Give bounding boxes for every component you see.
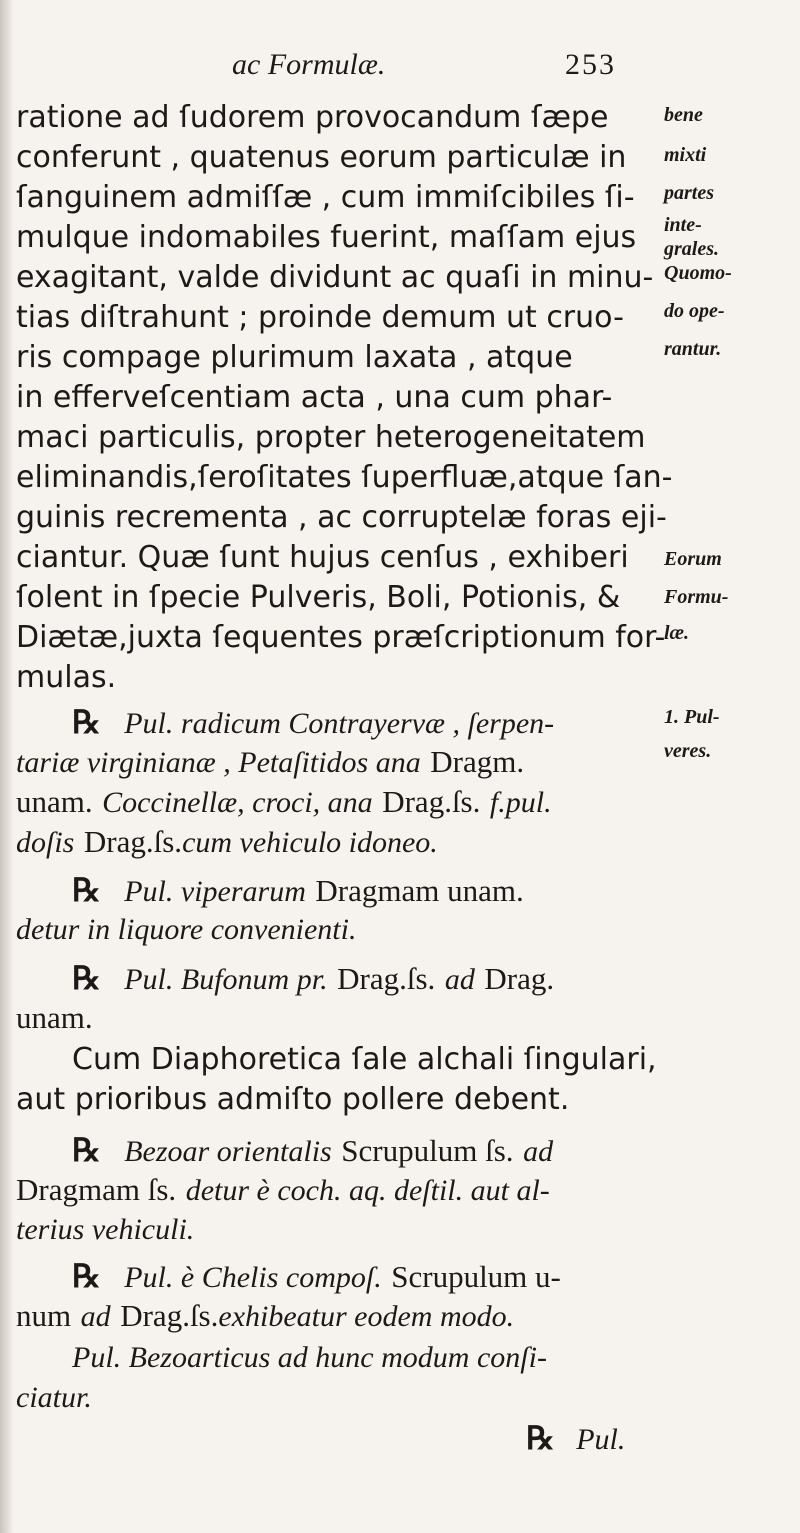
catchword <box>526 1418 625 1458</box>
body-line-10: eliminandis,ſeroſitates ſuperfluæ,atque ſan- <box>16 460 673 495</box>
recipe-text: Pul. Bezoarticus ad hunc modum conſi- <box>72 1341 547 1374</box>
recipe-4-line-1 <box>72 1130 553 1170</box>
recipe-symbol-icon: ℞ <box>72 704 101 740</box>
paragraph-line-1: Cum Diaphoretica ſale alchali ſingulari, <box>72 1042 657 1077</box>
margin-note-2-line: læ. <box>664 622 689 644</box>
recipe-text: terius vehiculi. <box>16 1213 195 1246</box>
body-line-1: ratione ad ſudorem provocandum ſæpe <box>16 100 609 135</box>
margin-note-2-line: Formu- <box>664 586 729 608</box>
margin-note-2 <box>664 548 728 644</box>
recipe-1-line-3 <box>16 782 552 822</box>
recipe-text: ad <box>80 1300 111 1333</box>
recipe-3-line-1 <box>72 958 554 998</box>
running-header <box>0 48 800 88</box>
margin-note-1-line: mixti <box>664 144 707 166</box>
recipe-text: ciatur. <box>16 1381 92 1414</box>
recipe-text: cum vehiculo idoneo. <box>182 826 438 859</box>
recipe-text: Pul. Bufonum pr. <box>124 963 328 996</box>
margin-note-1-line: do ope- <box>664 300 725 322</box>
recipe-text: tariæ virginianæ , Petaſitidos ana <box>16 746 421 779</box>
page-gutter-shadow <box>0 0 14 1533</box>
margin-note-1-line: rantur. <box>664 338 722 360</box>
recipe-6-line-1 <box>72 1338 547 1378</box>
body-line-8: in efferveſcentiam acta , una cum phar- <box>16 380 613 415</box>
paragraph-line-2: aut prioribus admiſto pollere debent. <box>16 1082 570 1117</box>
recipe-quantity: Drag.ſs. <box>382 784 481 819</box>
body-line-12: ciantur. Quæ ſunt hujus cenſus , exhiberi <box>16 540 629 575</box>
recipe-quantity: num <box>16 1298 72 1333</box>
recipe-text: ad <box>523 1135 554 1168</box>
recipe-text: detur è coch. aq. deſtil. aut al- <box>185 1174 550 1207</box>
margin-note-3-line: veres. <box>664 740 712 762</box>
recipe-2-line-2 <box>16 910 356 950</box>
recipe-quantity: Drag.ſs. <box>120 1298 219 1333</box>
margin-note-1-line: Quomo- <box>664 262 732 284</box>
recipe-text: detur in liquore convenienti. <box>16 913 357 946</box>
recipe-quantity: Drag.ſs. <box>337 961 436 996</box>
recipe-quantity: Dragmam unam. <box>315 873 524 908</box>
margin-note-1-line: grales. <box>664 238 719 260</box>
recipe-quantity: Scrupulum u- <box>391 1259 561 1294</box>
margin-note-3 <box>664 706 720 762</box>
recipe-text: exhibeatur eodem modo. <box>218 1300 515 1333</box>
recipe-text: Pul. viperarum <box>124 875 306 908</box>
body-line-2: conferunt , quatenus eorum particulæ in <box>16 140 627 175</box>
recipe-text: Pul. è Chelis compoſ. <box>124 1261 382 1294</box>
recipe-2-line-1 <box>72 870 524 910</box>
recipe-quantity: Dragmam ſs. <box>16 1172 177 1207</box>
running-title: ac Formulæ. <box>232 48 386 81</box>
margin-note-1-line: partes <box>664 182 714 204</box>
recipe-text: doſis <box>16 826 75 859</box>
recipe-quantity: Drag.ſs. <box>83 824 183 859</box>
page-number: 253 <box>565 48 616 81</box>
recipe-quantity: Drag. <box>484 961 555 996</box>
recipe-4-line-2 <box>16 1170 550 1210</box>
recipe-quantity: unam. <box>16 784 93 819</box>
recipe-1-line-1 <box>72 702 554 742</box>
body-line-3: ſanguinem admiſſæ , cum immiſcibiles ſi- <box>16 180 635 215</box>
recipe-1-line-2 <box>16 742 524 782</box>
recipe-5-line-1 <box>72 1256 561 1296</box>
body-line-15: mulas. <box>16 660 117 695</box>
recipe-symbol-icon: ℞ <box>72 1132 101 1168</box>
recipe-symbol-icon: ℞ <box>72 960 101 996</box>
recipe-text: ad <box>444 963 475 996</box>
body-line-5: exagitant, valde dividunt ac quaſi in minu- <box>16 260 654 295</box>
recipe-1-line-4 <box>16 822 438 862</box>
recipe-symbol-icon: ℞ <box>72 1258 101 1294</box>
recipe-text: Coccinellæ, croci, ana <box>102 786 373 819</box>
recipe-text: f.pul. <box>489 786 552 819</box>
body-line-14: Diætæ,juxta ſequentes præſcriptionum for- <box>16 620 666 655</box>
recipe-symbol-icon: ℞ <box>526 1420 555 1456</box>
margin-note-3-line: 1. Pul- <box>664 706 720 728</box>
catchword-text: Pul. <box>576 1423 626 1456</box>
recipe-symbol-icon: ℞ <box>72 872 101 908</box>
body-line-13: ſolent in ſpecie Pulveris, Boli, Potionis, & <box>16 580 621 615</box>
margin-note-1-line: bene <box>664 104 703 126</box>
recipe-6-line-2 <box>16 1378 92 1418</box>
margin-note-1-line: inte- <box>664 214 702 236</box>
recipe-quantity: Dragm. <box>430 744 525 779</box>
body-line-9: maci particulis, propter heterogeneitatem <box>16 420 646 455</box>
recipe-text: Bezoar orientalis <box>124 1135 332 1168</box>
margin-note-2-line: Eorum <box>664 548 722 570</box>
recipe-quantity: Scrupulum ſs. <box>341 1133 514 1168</box>
body-line-4: mulque indomabiles fuerint, maſſam ejus <box>16 220 637 255</box>
body-line-6: tias diſtrahunt ; proinde demum ut cruo- <box>16 300 624 335</box>
recipe-5-line-2 <box>16 1296 514 1336</box>
margin-note-1 <box>664 104 732 360</box>
recipe-quantity: unam. <box>16 1000 93 1035</box>
body-line-7: ris compage plurimum laxata , atque <box>16 340 573 375</box>
recipe-text: Pul. radicum Contrayervæ , ſerpen- <box>124 707 555 740</box>
recipe-3-line-2 <box>16 998 93 1038</box>
body-line-11: guinis recrementa , ac corruptelæ foras eji- <box>16 500 667 535</box>
recipe-4-line-3 <box>16 1210 194 1250</box>
